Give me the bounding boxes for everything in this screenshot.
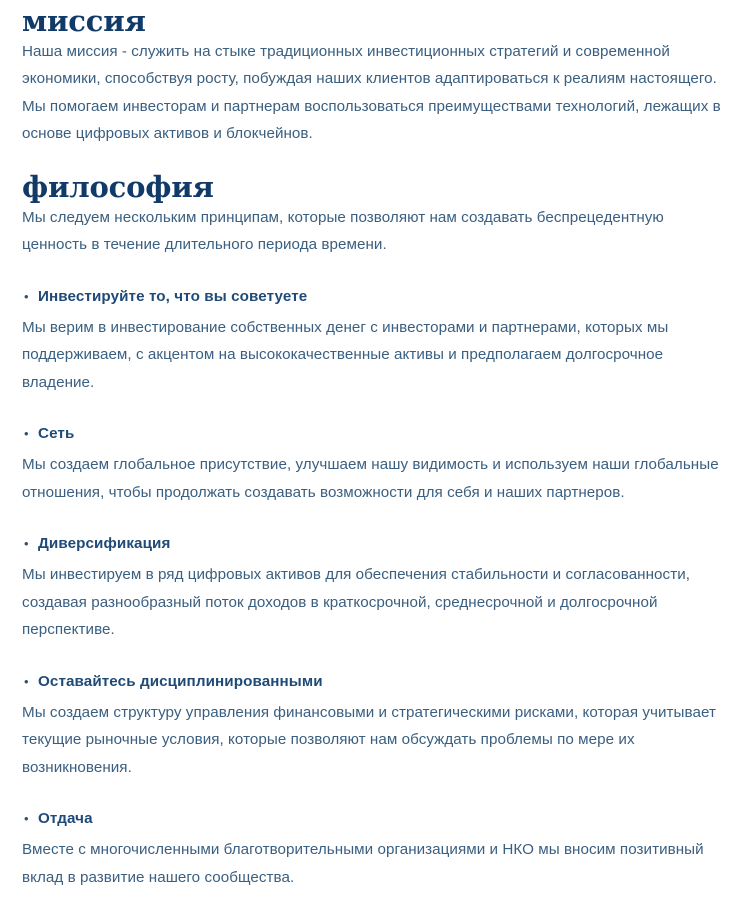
principle-text: Мы инвестируем в ряд цифровых активов для обеспечения стабильности и согласованности, создавая разнообразный поток доходов в краткосрочной, среднесрочной и долгосрочной перспективе. bbox=[22, 566, 691, 639]
principle-title: Оставайтесь дисциплинированными bbox=[38, 672, 323, 690]
list-item bbox=[22, 422, 722, 506]
principle-title: Инвестируйте то, что вы советуете bbox=[38, 287, 308, 305]
philosophy-intro-paragraph: Мы следуем нескольким принципам, которые позволяют нам создавать беспрецедентную ценность в течение длительного периода времени. bbox=[22, 208, 664, 254]
bullet-icon: • bbox=[24, 811, 29, 827]
principle-text: Мы создаем структуру управления финансовыми и стратегическими рисками, которая учитывает текущие рыночные условия, которые позволяют нам обсуждать проблемы по мере их возникновения. bbox=[22, 703, 716, 776]
principle-heading bbox=[22, 285, 722, 309]
section-philosophy bbox=[22, 148, 722, 891]
principle-heading bbox=[22, 422, 722, 446]
bullet-icon: • bbox=[24, 426, 29, 442]
mission-paragraph: Наша миссия - служить на стыке традиционных инвестиционных стратегий и современной экономики, способствуя росту, побуждая наших клиентов адаптироваться к реалиям настоящего. Мы помогаем инвесторам и партнерам воспользоваться преимуществами технологий, лежащих в основе цифровых активов и блокчейнов. bbox=[22, 42, 721, 143]
list-item bbox=[22, 807, 722, 891]
bullet-icon: • bbox=[24, 288, 29, 304]
section-mission bbox=[22, 0, 722, 148]
principle-heading bbox=[22, 532, 722, 556]
principle-text: Мы создаем глобальное присутствие, улучшаем нашу видимость и используем наши глобальные отношения, чтобы продолжать создавать возможности для себя и наших партнеров. bbox=[22, 456, 719, 501]
list-item bbox=[22, 532, 722, 644]
bullet-icon: • bbox=[24, 536, 29, 552]
page-title-philosophy: философия bbox=[22, 169, 214, 204]
principle-text: Мы верим в инвестирование собственных денег с инвесторами и партнерами, которых мы поддерживаем, с акцентом на высококачественные активы и предполагаем долгосрочное владение. bbox=[22, 318, 669, 391]
list-item bbox=[22, 670, 722, 782]
principle-text: Вместе с многочисленными благотворительными организациями и НКО мы вносим позитивный вклад в развитие нашего сообщества. bbox=[22, 841, 704, 886]
principle-title: Сеть bbox=[38, 425, 75, 443]
principle-title: Диверсификация bbox=[38, 535, 171, 553]
list-item bbox=[22, 285, 722, 397]
principle-heading bbox=[22, 807, 722, 831]
page-title-mission: миссия bbox=[22, 4, 146, 38]
principle-title: Отдача bbox=[38, 810, 93, 828]
principles-list bbox=[22, 285, 722, 892]
bullet-icon: • bbox=[24, 673, 29, 689]
principle-heading bbox=[22, 670, 722, 694]
